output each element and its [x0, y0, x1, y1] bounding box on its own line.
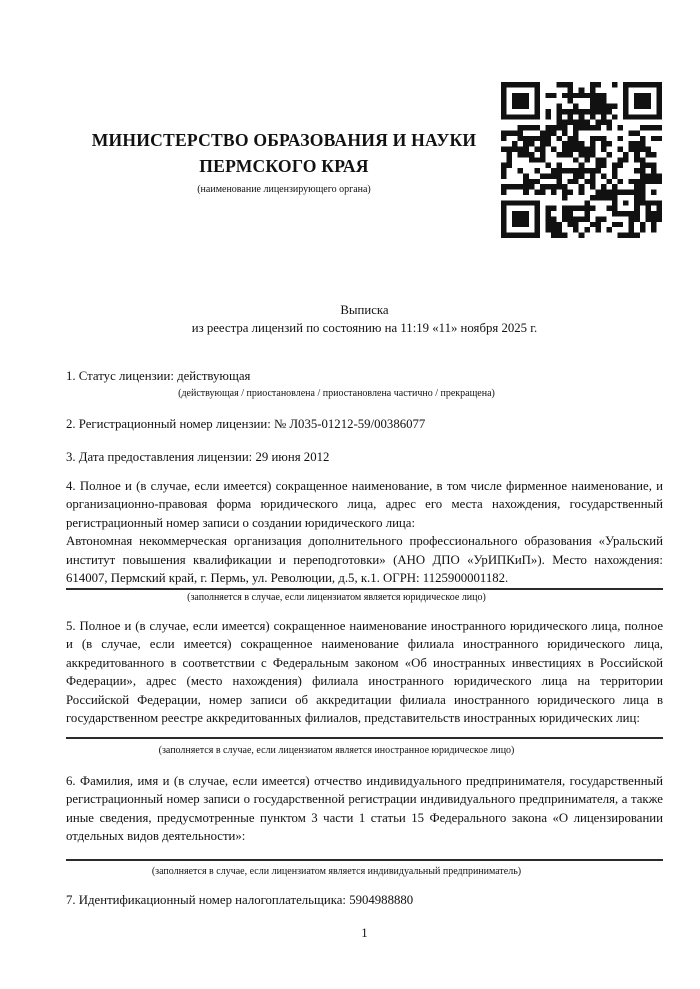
field-license-status-label: 1. Статус лицензии: — [66, 369, 174, 383]
field-registration-number-line — [66, 415, 663, 433]
field-legal-entity-label: 4. Полное и (в случае, если имеется) сокращенное наименование, в том числе фирменное наименование, и организационно-правовая форма юридического лица, адрес его места нахождения, государственный регистрационный номер записи о создании юридического лица: — [66, 479, 663, 530]
field-foreign-entity-caption: (заполняется в случае, если лицензиатом является иностранное юридическое лицо) — [158, 745, 515, 757]
document-title-line2: из реестра лицензий по состоянию на 11:19 «11» ноября 2025 г. — [191, 321, 538, 336]
field-inn-value: 5904988880 — [349, 893, 414, 907]
field-foreign-entity-rule — [66, 737, 663, 739]
document-title — [66, 301, 663, 338]
issuing-authority-name-line1: МИНИСТЕРСТВО ОБРАЗОВАНИЯ И НАУКИ — [91, 130, 477, 150]
field-license-status-value: действующая — [177, 369, 251, 383]
issuing-authority-block — [66, 127, 502, 196]
field-grant-date — [66, 448, 663, 466]
document-title-line1: Выписка — [340, 303, 389, 317]
field-legal-entity — [66, 477, 663, 604]
page-number: 1 — [361, 926, 368, 940]
field-grant-date-label: 3. Дата предоставления лицензии: — [66, 450, 253, 464]
field-license-status-caption: (действующая / приостановлена / приостановлена частично / прекращена) — [178, 388, 495, 400]
qr-code-icon — [501, 82, 662, 238]
field-grant-date-value: 29 июня 2012 — [255, 450, 330, 464]
field-legal-entity-caption: (заполняется в случае, если лицензиатом является юридическое лицо) — [187, 592, 486, 604]
field-inn-label: 7. Идентификационный номер налогоплательщика: — [66, 893, 346, 907]
field-individual-entrepreneur-label: 6. Фамилия, имя и (в случае, если имеется) отчество индивидуального предпринимателя, государственный регистрационный номер записи о государственной регистрации индивидуального предпринимателя, а также иные сведения, предусмотренные пунктом 3 части 1 статьи 15 Федерального закона «О лицензировании отдельных видов деятельности»: — [66, 774, 663, 844]
field-individual-entrepreneur — [66, 772, 663, 878]
field-legal-entity-value: Автономная некоммерческая организация дополнительного профессионального образования «Уральский институт повышения квалификации и переподготовки» (АНО ДПО «УрИПКиП»). Место нахождения: 614007, Пермский край, г. Пермь, ул. Революции, д.5, к.1. ОГРН: 1125900001182. — [66, 534, 663, 586]
field-license-status — [66, 367, 663, 400]
issuing-authority-name-line2: ПЕРМСКОГО КРАЯ — [199, 156, 369, 176]
field-grant-date-line — [66, 448, 663, 466]
field-inn — [66, 891, 663, 909]
field-registration-number-value: № Л035-01212-59/00386077 — [273, 417, 426, 431]
field-legal-entity-rule — [66, 588, 663, 590]
qr-code-image — [501, 82, 662, 238]
field-registration-number-label: 2. Регистрационный номер лицензии: — [66, 417, 271, 431]
field-individual-entrepreneur-rule — [66, 859, 663, 861]
issuing-authority-caption: (наименование лицензирующего органа) — [197, 184, 371, 195]
field-license-status-line — [66, 367, 663, 385]
field-foreign-entity — [66, 617, 663, 757]
field-foreign-entity-label: 5. Полное и (в случае, если имеется) сокращенное наименование иностранного юридического лица, полное и (в случае, если имеется) сокращенное наименование филиала иностранного юридического лица, аккредитованного в соответствии с Федеральным законом «Об иностранных инвестициях в Российской Федерации», адрес (место нахождения) филиала иностранного юридического лица на территории Российской Федерации, номер записи об аккредитации филиала иностранного юридического лица в государственном реестре аккредитованных филиалов, представительств иностранных юридических лиц: — [66, 619, 663, 726]
field-inn-line — [66, 891, 663, 909]
field-individual-entrepreneur-caption: (заполняется в случае, если лицензиатом является индивидуальный предприниматель) — [151, 865, 522, 877]
field-registration-number — [66, 415, 663, 433]
